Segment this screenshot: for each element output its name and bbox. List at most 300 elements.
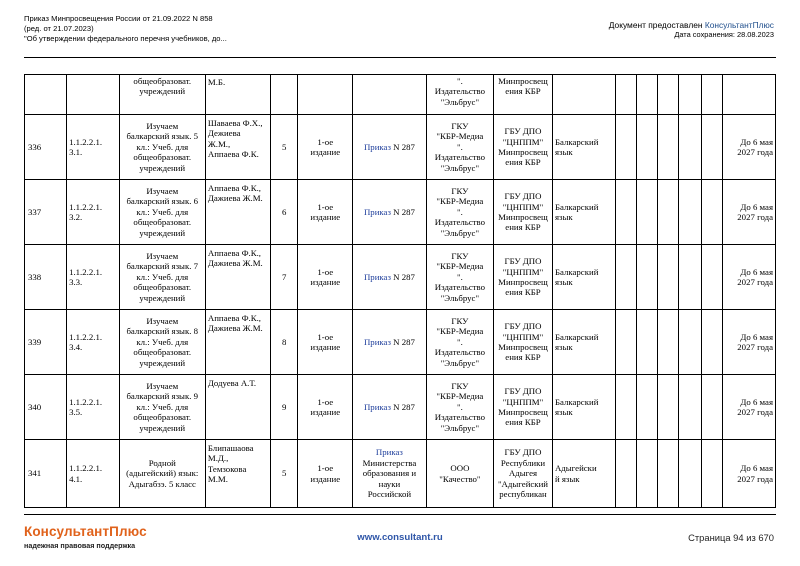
order-number: N 287 (390, 206, 415, 217)
cell-text-line: ения КБР (505, 222, 541, 233)
cell-text-line: 1.1.2.2.1. (69, 201, 103, 212)
empty-cell (353, 75, 427, 115)
cell-title (119, 310, 205, 375)
cell-publisher (426, 180, 493, 245)
cell-num: 336 (25, 115, 67, 180)
cell-text-line: учреждений (139, 292, 186, 303)
cell-authors (205, 310, 270, 375)
cell-text-line: "ЦНППМ" (502, 331, 544, 342)
provided-prefix: Документ предоставлен (608, 20, 705, 30)
cell-text-line: Балкарский (554, 136, 599, 147)
cell-text-line: До 6 мая (740, 463, 773, 474)
cell-text-line: 1-ое (317, 201, 334, 212)
empty-cell (702, 115, 723, 180)
empty-cell (637, 375, 658, 440)
cell-text-line: Додуева А.Т. (207, 378, 257, 388)
cell-text-line: язык (554, 277, 573, 287)
empty-cell (679, 115, 702, 180)
cell-text-line: Издательство (434, 86, 485, 97)
cell-edition (298, 440, 353, 508)
cell-text-line: "КБР-Медиа (436, 391, 484, 402)
cell-text-line: "ЦНППМ" (502, 266, 544, 277)
cell-num (25, 75, 67, 115)
cell-text-line: язык (554, 147, 573, 157)
cell-authors (205, 75, 270, 115)
table-row (25, 180, 776, 245)
cell-text-line: Издательство (434, 152, 485, 163)
cell-text-line: Адыгея (508, 468, 538, 479)
cell-text-line: Минпросвещ (498, 147, 548, 157)
empty-cell (702, 75, 723, 115)
table-row (25, 310, 776, 375)
cell-until (723, 180, 776, 245)
empty-cell (679, 180, 702, 245)
textbook-table (24, 74, 776, 508)
cell-title (119, 375, 205, 440)
cell-text-line: 2027 года (737, 407, 773, 417)
cell-text-line: Ж.М., (207, 138, 231, 149)
cell-authors (205, 115, 270, 180)
cell-expert (494, 310, 553, 375)
cell-edition (298, 310, 353, 375)
cell-edition (298, 115, 353, 180)
cell-edition (298, 245, 353, 310)
cell-title (119, 115, 205, 180)
cell-text-line: Издательство (434, 347, 485, 358)
cell-text-line: учреждений (139, 422, 186, 433)
cell-text-line: До 6 мая (740, 136, 773, 147)
cell-text-line: издание (310, 147, 341, 157)
cell-text-line: кл.: Учеб. для (136, 206, 189, 217)
cell-order (353, 180, 427, 245)
order-link[interactable]: Приказ (363, 141, 391, 152)
cell-text-line: Адыгейски (554, 463, 597, 474)
cell-text-line: До 6 мая (740, 201, 773, 212)
cell-text-line: учреждений (139, 227, 186, 238)
cell-text-line: "Эльбрус" (440, 162, 480, 173)
cell-text-line: Издательство (434, 217, 485, 228)
cell-publisher (426, 115, 493, 180)
cell-text-line: ". (456, 206, 463, 217)
empty-cell (616, 245, 637, 310)
cell-text-line: республикан (499, 489, 547, 500)
cell-title (119, 245, 205, 310)
cell-text-line: 3.4. (69, 342, 83, 352)
cell-text-line: ГБУ ДПО (504, 191, 542, 202)
empty-cell (702, 310, 723, 375)
cell-text-line: ения КБР (505, 352, 541, 363)
cell-text-line: Республики (500, 457, 546, 468)
cell-num: 341 (25, 440, 67, 508)
cell-text-line: Балкарский (554, 266, 599, 277)
cell-text-line: ГБУ ДПО (504, 447, 542, 458)
empty-cell (616, 440, 637, 508)
cell-order (353, 310, 427, 375)
cell-text-line: ения КБР (505, 86, 541, 97)
order-number: N 287 (390, 401, 415, 412)
doc-edition: (ред. от 21.07.2023) (24, 24, 94, 33)
cell-text-line: язык (554, 342, 573, 352)
empty-cell (658, 375, 679, 440)
cell-text-line: ения КБР (505, 417, 541, 428)
cell-edition (298, 375, 353, 440)
cell-text-line: балкарский язык. 8 (126, 326, 199, 337)
cell-text-line: "Эльбрус" (440, 422, 480, 433)
cell-text-line: общеобразоват. (133, 412, 192, 423)
cell-text-line: 3.3. (69, 277, 83, 287)
cell-text-line: издание (310, 212, 341, 222)
cell-text-line: 1-ое (317, 136, 334, 147)
cell-text-line: 2027 года (737, 147, 773, 157)
cell-language (552, 310, 615, 375)
cell-publisher (426, 245, 493, 310)
cell-text-line: Изучаем (146, 120, 179, 131)
cell-text-line: Блипашаова (207, 443, 254, 453)
cell-text-line: й язык (554, 473, 580, 484)
cell-grade: 9 (271, 375, 298, 440)
cell-until (723, 440, 776, 508)
cell-title (119, 180, 205, 245)
cell-text-line: балкарский язык. 9 (126, 391, 199, 402)
cell-text-line: Изучаем (146, 185, 179, 196)
empty-cell (637, 115, 658, 180)
cell-text-line: Аппаева Ф.К., (207, 248, 262, 258)
footer-divider (24, 514, 776, 515)
cell-text-line: Дажиева Ж.М. (207, 258, 263, 269)
cell-text-line: Минпросвещ (498, 277, 548, 287)
cell-code (67, 440, 120, 508)
cell-text-line: 1-ое (317, 266, 334, 277)
cell-text-line: Аппаева Ф.К., (207, 313, 262, 323)
cell-num: 337 (25, 180, 67, 245)
cell-text-line: ". (456, 401, 463, 412)
cell-text-line: общеобразоват. (133, 152, 192, 163)
page-counter: Страница 94 из 670 (688, 532, 774, 543)
order-number: N 287 (390, 336, 415, 347)
cell-order (353, 440, 427, 508)
provided-by (609, 20, 774, 30)
table-row-continued (25, 75, 776, 115)
cell-text-line: ения КБР (505, 157, 541, 168)
cell-until (723, 245, 776, 310)
doc-title: Приказ Минпросвещения России от 21.09.2022 N 858 (24, 14, 213, 23)
cell-text-line: 2027 года (737, 342, 773, 352)
empty-cell (702, 440, 723, 508)
cell-text-line: ГКУ (451, 185, 469, 196)
empty-cell (637, 310, 658, 375)
cell-text-line: Темзокова (207, 463, 247, 474)
cell-until (723, 310, 776, 375)
cell-expert (494, 75, 553, 115)
cell-text-line: 3.2. (69, 212, 83, 222)
cell-text-line: издание (310, 277, 341, 287)
provider-link[interactable]: КонсультантПлюс (704, 20, 774, 30)
cell-text-line: общеобразоват. (133, 217, 192, 228)
cell-text-line: балкарский язык. 6 (126, 196, 199, 207)
cell-grade: 7 (271, 245, 298, 310)
cell-text-line: Дежиева (207, 128, 241, 139)
cell-text-line: ГБУ ДПО (504, 386, 542, 397)
cell-code (67, 310, 120, 375)
cell-text-line: учреждений (139, 357, 186, 368)
cell-authors (205, 245, 270, 310)
cell-code (67, 375, 120, 440)
cell-text-line: Российской (367, 489, 412, 500)
cell-text-line: кл.: Учеб. для (136, 141, 189, 152)
cell-text-line: "ЦНППМ" (502, 396, 544, 407)
cell-text-line: балкарский язык. 5 (126, 131, 199, 142)
empty-cell (658, 180, 679, 245)
cell-text-line: издание (310, 342, 341, 352)
cell-text-line: "КБР-Медиа (436, 196, 484, 207)
document-header (24, 14, 227, 44)
cell-text-line: М.Д., (207, 453, 229, 464)
cell-publisher (426, 375, 493, 440)
cell-grade: 5 (271, 440, 298, 508)
cell-code (67, 75, 120, 115)
cell-text-line: Издательство (434, 412, 485, 423)
cell-publisher (426, 310, 493, 375)
table-row (25, 440, 776, 508)
empty-cell (637, 75, 658, 115)
cell-text-line: ГКУ (451, 380, 469, 391)
cell-text-line: Изучаем (146, 250, 179, 261)
cell-code (67, 180, 120, 245)
empty-cell (679, 440, 702, 508)
cell-text-line: балкарский язык. 7 (126, 261, 199, 272)
cell-text-line: "ЦНППМ" (502, 201, 544, 212)
cell-grade: 5 (271, 115, 298, 180)
cell-text-line: Изучаем (146, 380, 179, 391)
cell-expert (494, 245, 553, 310)
cell-text-line: 1.1.2.2.1. (69, 396, 103, 407)
cell-text-line: ". (456, 336, 463, 347)
cell-text-line: 2027 года (737, 473, 773, 484)
empty-cell (679, 375, 702, 440)
cell-text-line: 4.1. (69, 473, 83, 484)
cell-text-line: Балкарский (554, 331, 599, 342)
cell-num: 340 (25, 375, 67, 440)
cell-text-line: "КБР-Медиа (436, 326, 484, 337)
cell-text-line: Балкарский (554, 396, 599, 407)
cell-text-line: 1.1.2.2.1. (69, 463, 103, 474)
empty-cell (271, 75, 298, 115)
cell-expert (494, 115, 553, 180)
cell-text-line: 1.1.2.2.1. (69, 136, 103, 147)
empty-cell (658, 115, 679, 180)
empty-cell (658, 440, 679, 508)
cell-text-line: издание (310, 407, 341, 417)
cell-order (353, 115, 427, 180)
cell-text-line: общеобразоват. (133, 347, 192, 358)
cell-text-line: ". (456, 271, 463, 282)
cell-until (723, 375, 776, 440)
cell-text-line: Аппаева Ф.К., (207, 183, 262, 193)
cell-text-line: "КБР-Медиа (436, 261, 484, 272)
cell-text-line: "Эльбрус" (440, 357, 480, 368)
cell-text-line: кл.: Учеб. для (136, 401, 189, 412)
cell-text-line: 1.1.2.2.1. (69, 331, 103, 342)
cell-authors (205, 440, 270, 508)
cell-text-line: М.Б. (207, 77, 226, 87)
cell-language (552, 375, 615, 440)
cell-until (723, 115, 776, 180)
header-divider (24, 57, 776, 58)
cell-text-line: 1-ое (317, 396, 334, 407)
cell-text-line: ". (456, 76, 463, 86)
cell-grade: 6 (271, 180, 298, 245)
cell-expert (494, 440, 553, 508)
empty-cell (298, 75, 353, 115)
cell-text-line: ения КБР (505, 287, 541, 298)
cell-text-line: "Эльбрус" (440, 227, 480, 238)
empty-cell (616, 310, 637, 375)
empty-cell (702, 375, 723, 440)
cell-grade: 8 (271, 310, 298, 375)
cell-language (552, 440, 615, 508)
save-date: Дата сохранения: 28.08.2023 (674, 30, 774, 39)
empty-cell (658, 75, 679, 115)
empty-cell (658, 310, 679, 375)
order-number: N 287 (390, 271, 415, 282)
empty-cell (616, 115, 637, 180)
empty-cell (637, 180, 658, 245)
cell-text-line: ГБУ ДПО (504, 321, 542, 332)
cell-text-line: ". (456, 141, 463, 152)
table-row (25, 245, 776, 310)
cell-publisher (426, 75, 493, 115)
cell-text-line: Адыгабзэ. 5 класс (128, 478, 196, 489)
order-link[interactable]: Приказ (363, 401, 391, 412)
cell-text-line: Шаваева Ф.Х., (207, 118, 263, 128)
order-number: N 287 (390, 141, 415, 152)
cell-text-line: ГБУ ДПО (504, 256, 542, 267)
cell-text-line: Дажиева Ж.М. (207, 323, 263, 334)
cell-text-line: кл.: Учеб. для (136, 336, 189, 347)
cell-text-line: До 6 мая (740, 396, 773, 407)
cell-expert (494, 180, 553, 245)
cell-expert (494, 375, 553, 440)
cell-text-line: (адыгейский) язык: (126, 468, 199, 479)
cell-text-line: 1-ое (317, 463, 334, 474)
empty-cell (702, 180, 723, 245)
cell-text-line: Минпросвещ (498, 407, 548, 417)
cell-text-line: 1-ое (317, 331, 334, 342)
cell-text-line: Балкарский (554, 201, 599, 212)
order-link[interactable]: Приказ (363, 336, 391, 347)
cell-text-line: Аппаева Ф.К. (207, 149, 259, 160)
site-url-link[interactable]: www.consultant.ru (357, 532, 443, 543)
cell-title (119, 75, 205, 115)
cell-publisher (426, 440, 493, 508)
cell-text-line: "ЦНППМ" (502, 136, 544, 147)
provider-header (609, 20, 774, 40)
empty-cell (679, 245, 702, 310)
cell-text-line: Министерства (362, 457, 417, 468)
cell-title (119, 440, 205, 508)
cell-text-line: Минпросвещ (498, 212, 548, 222)
cell-text-line: издание (310, 473, 341, 484)
cell-text-line: ООО (450, 463, 470, 474)
empty-cell (702, 245, 723, 310)
empty-cell (658, 245, 679, 310)
empty-cell (723, 75, 776, 115)
cell-text-line: образования и (362, 468, 417, 479)
order-link[interactable]: Приказ (363, 271, 391, 282)
cell-code (67, 115, 120, 180)
doc-subject: "Об утверждении федерального перечня учебников, до... (24, 34, 227, 43)
cell-order (353, 245, 427, 310)
empty-cell (616, 375, 637, 440)
cell-text-line: 3.5. (69, 407, 83, 417)
cell-text-line: Минпросвещ (498, 76, 548, 86)
cell-text-line: учреждений (139, 86, 186, 97)
cell-text-line: "Эльбрус" (440, 96, 480, 107)
cell-language (552, 115, 615, 180)
cell-num: 338 (25, 245, 67, 310)
cell-authors (205, 375, 270, 440)
cell-language (552, 180, 615, 245)
cell-text-line: Минпросвещ (498, 342, 548, 352)
cell-text-line: 1.1.2.2.1. (69, 266, 103, 277)
empty-cell (637, 245, 658, 310)
cell-text-line: 2027 года (737, 277, 773, 287)
cell-text-line: науки (378, 478, 401, 489)
cell-text-line: учреждений (139, 162, 186, 173)
brand-tagline: надежная правовая поддержка (24, 541, 136, 550)
empty-cell (616, 180, 637, 245)
cell-text-line: До 6 мая (740, 266, 773, 277)
cell-language (552, 245, 615, 310)
empty-cell (616, 75, 637, 115)
cell-text-line: Изучаем (146, 315, 179, 326)
cell-text-line: Издательство (434, 282, 485, 293)
cell-text-line: 2027 года (737, 212, 773, 222)
cell-code (67, 245, 120, 310)
cell-text-line: "Эльбрус" (440, 292, 480, 303)
cell-text-line: язык (554, 407, 573, 417)
cell-order (353, 375, 427, 440)
cell-text-line: общеобразоват. (133, 76, 192, 86)
cell-text-line: ГКУ (451, 250, 469, 261)
cell-text-line: М.М. (207, 474, 228, 485)
cell-edition (298, 180, 353, 245)
cell-num: 339 (25, 310, 67, 375)
cell-text-line: "КБР-Медиа (436, 131, 484, 142)
cell-text-line: ГКУ (451, 315, 469, 326)
cell-text-line: Родной (148, 457, 176, 468)
cell-authors (205, 180, 270, 245)
cell-text-line: Дажиева Ж.М. (207, 193, 263, 204)
empty-cell (552, 75, 615, 115)
cell-text-line: общеобразоват. (133, 282, 192, 293)
cell-text-line: "Адыгейский (497, 478, 548, 489)
cell-text-line: ГКУ (451, 120, 469, 131)
table-row (25, 115, 776, 180)
table-row (25, 375, 776, 440)
cell-text-line: язык (554, 212, 573, 222)
cell-text-line: До 6 мая (740, 331, 773, 342)
order-link[interactable]: Приказ (375, 447, 403, 458)
empty-cell (679, 310, 702, 375)
empty-cell (679, 75, 702, 115)
empty-cell (637, 440, 658, 508)
order-link[interactable]: Приказ (363, 206, 391, 217)
cell-text-line: 3.1. (69, 147, 83, 157)
cell-text-line: ГБУ ДПО (504, 126, 542, 137)
cell-text-line: "Качество" (439, 473, 481, 484)
brand-name: КонсультантПлюс (24, 524, 147, 539)
